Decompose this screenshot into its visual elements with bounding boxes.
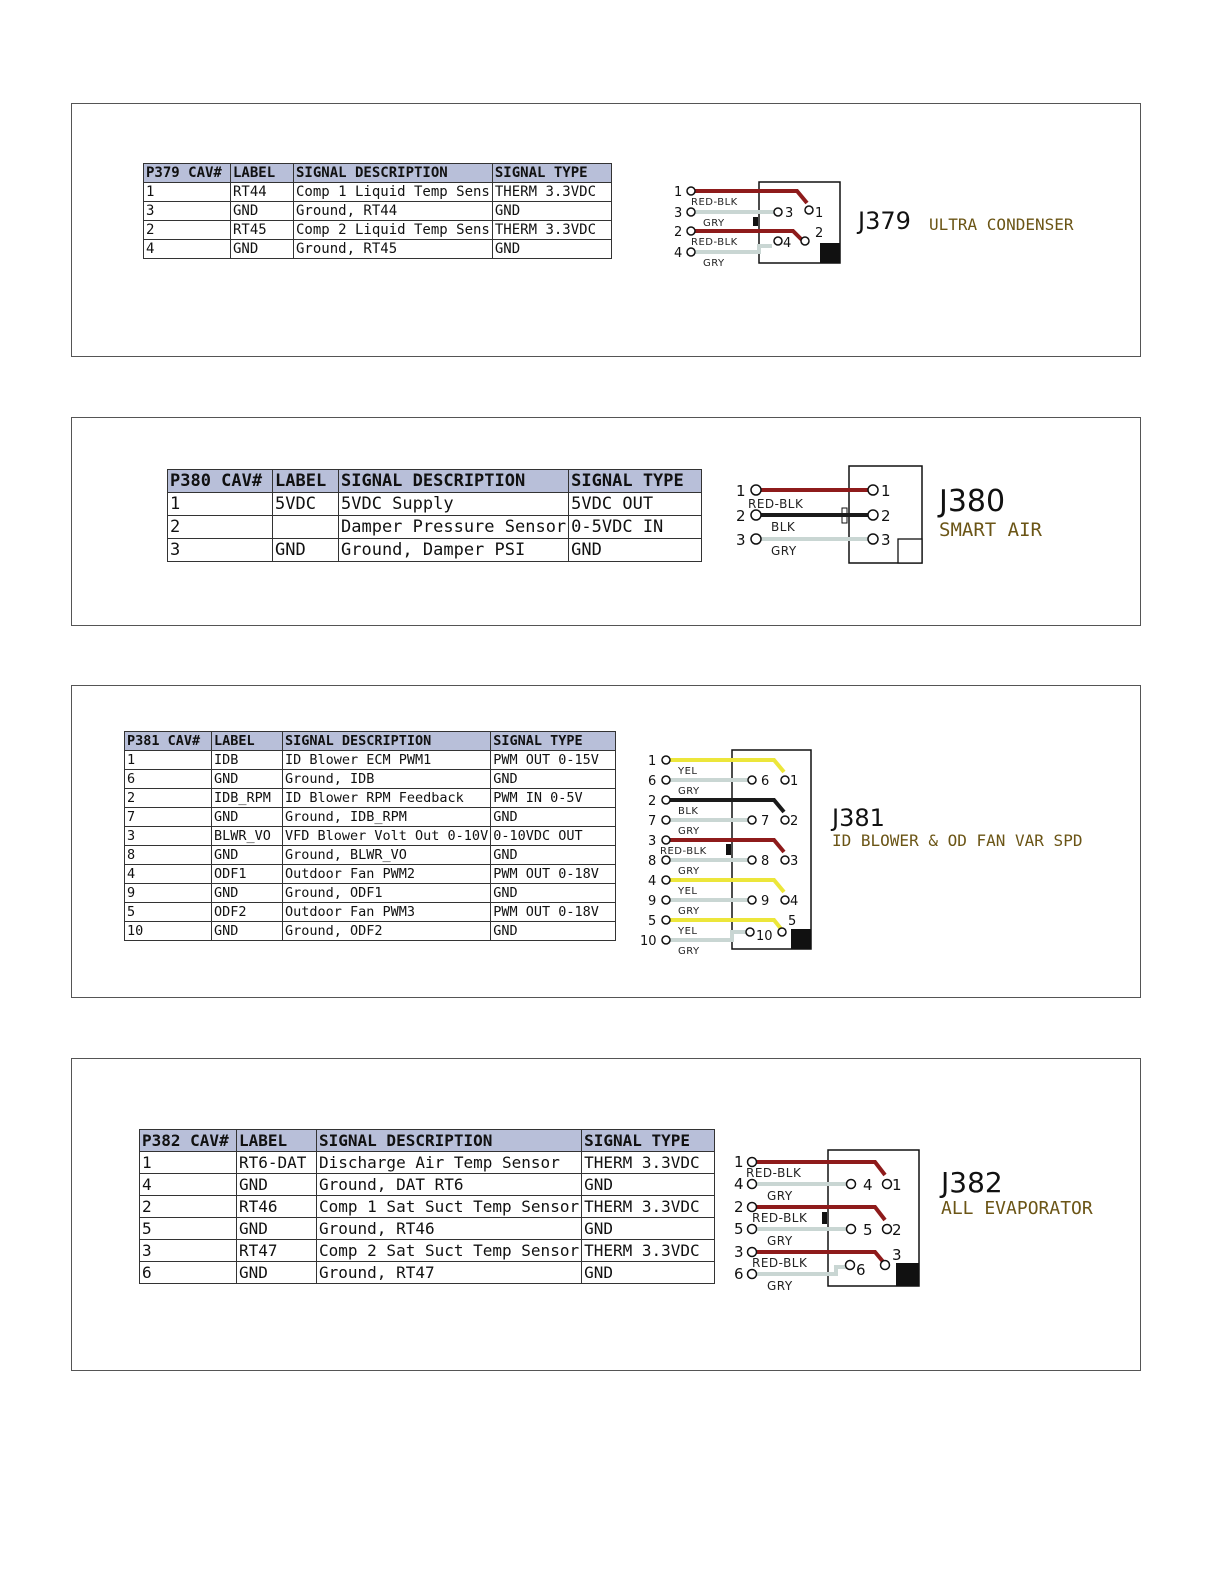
jack-name: J380 [939,484,1006,519]
pin-circle [746,928,754,936]
cell-label: IDB_RPM [212,789,283,808]
pin-circle [662,876,670,884]
table-row [168,493,702,516]
jack-description: ALL EVAPORATOR [941,1198,1093,1219]
cell-description: Ground, RT45 [294,240,493,259]
wire-label: GRY [703,218,725,229]
pin-circle [748,896,756,904]
jack-description: ULTRA CONDENSER [929,215,1074,234]
table-row [140,1174,715,1196]
pin-circle [687,248,695,256]
pin-circle [774,208,782,216]
header-label: LABEL [273,470,339,493]
cell-cav: 1 [125,751,212,770]
pin-circle [687,208,695,216]
header-signal-description: SIGNAL DESCRIPTION [317,1130,582,1152]
header-signal-type: SIGNAL TYPE [569,470,702,493]
pin-circle [687,227,695,235]
cell-cav: 8 [125,846,212,865]
inner-pin-number: 8 [761,854,770,869]
cell-label: BLWR_VO [212,827,283,846]
pin-circle [868,534,878,544]
inner-pin-number: 1 [881,482,891,500]
wire-label: GRY [771,544,797,558]
pin-circle [662,896,670,904]
connector-panel-j381 [71,685,1141,998]
cell-label: RT46 [237,1196,317,1218]
pin-circle [662,756,670,764]
cell-description: Outdoor Fan PWM3 [283,903,491,922]
inner-pin-number: 5 [788,914,797,929]
cell-cav: 2 [140,1196,237,1218]
wire-label: GRY [767,1189,793,1203]
left-pin-number: 4 [674,246,683,261]
wire-label: GRY [678,826,700,837]
cell-type: GND [582,1262,715,1284]
cell-label: 5VDC [273,493,339,516]
cell-description: Ground, ODF2 [283,922,491,941]
pin-circle [847,1225,856,1234]
cell-description: ID Blower RPM Feedback [283,789,491,808]
cell-type: PWM OUT 0-15V [491,751,616,770]
pin-circle [881,1261,890,1270]
pin-circle [805,206,813,214]
header-signal-description: SIGNAL DESCRIPTION [294,164,493,183]
table-row [144,221,612,240]
cell-type: THERM 3.3VDC [582,1152,715,1174]
header-signal-type: SIGNAL TYPE [582,1130,715,1152]
left-pin-number: 3 [674,206,683,221]
jack-name: J379 [858,207,911,235]
cell-label: GND [231,240,294,259]
header-label: LABEL [212,732,283,751]
pin-circle [801,237,809,245]
left-pin-number: 4 [648,874,657,889]
cell-cav: 3 [140,1240,237,1262]
connector-panel-j380 [71,417,1141,626]
pin-circle [662,836,670,844]
key-block [791,929,811,949]
pin-circle [662,776,670,784]
cell-label: GND [212,846,283,865]
latch-mark [822,1212,827,1224]
inner-pin-number: 2 [815,226,824,241]
cell-cav: 1 [140,1152,237,1174]
wire-label: GRY [678,866,700,877]
left-pin-number: 6 [734,1265,744,1283]
cell-description: ID Blower ECM PWM1 [283,751,491,770]
cell-cav: 4 [144,240,231,259]
cell-label [273,516,339,539]
table-row [168,516,702,539]
table-row [125,827,616,846]
latch-mark [726,844,731,855]
table-header-row [140,1130,715,1152]
pin-circle [868,485,878,495]
table-row [125,865,616,884]
wire-label: RED-BLK [752,1211,808,1225]
left-pin-number: 6 [648,774,657,789]
cell-label: IDB [212,751,283,770]
inner-pin-number: 9 [761,894,770,909]
pin-circle [748,856,756,864]
table-row [125,770,616,789]
inner-pin-number: 3 [790,854,799,869]
wire-label: RED-BLK [748,497,804,511]
wire-label: BLK [771,520,796,534]
table-row [140,1152,715,1174]
cell-label: GND [237,1174,317,1196]
cell-cav: 9 [125,884,212,903]
left-pin-number: 1 [648,754,657,769]
cell-label: GND [212,884,283,903]
cell-cav: 5 [125,903,212,922]
header-cav: P381 CAV# [125,732,212,751]
left-pin-number: 5 [734,1220,744,1238]
left-pin-number: 8 [648,854,657,869]
inner-pin-number: 1 [790,774,799,789]
cell-cav: 2 [168,516,273,539]
table-row [125,922,616,941]
cell-description: Comp 2 Liquid Temp Sens [294,221,493,240]
cell-type: THERM 3.3VDC [582,1240,715,1262]
inner-pin-number: 5 [863,1221,873,1239]
wire-label: GRY [678,906,700,917]
cell-description: Ground, IDB_RPM [283,808,491,827]
cell-label: GND [273,539,339,562]
wire-label: GRY [767,1279,793,1293]
pin-circle [751,510,761,520]
cell-label: RT45 [231,221,294,240]
table-row [140,1262,715,1284]
pin-circle [781,896,789,904]
table-row [125,789,616,808]
pin-circle [687,187,695,195]
cell-type: THERM 3.3VDC [492,221,611,240]
cell-type: 0-5VDC IN [569,516,702,539]
jack-description: ID BLOWER & OD FAN VAR SPD [832,831,1083,850]
cell-description: Damper Pressure Sensor [339,516,569,539]
wire-label: BLK [678,806,699,817]
key-block [896,1263,919,1286]
wiring-diagram-j379 [667,176,847,276]
left-pin-number: 2 [736,507,746,525]
wire-label: RED-BLK [691,197,738,208]
inner-pin-number: 7 [761,814,770,829]
cell-cav: 1 [144,183,231,202]
left-pin-number: 7 [648,814,657,829]
wire-label: GRY [678,786,700,797]
inner-pin-number: 1 [892,1176,902,1194]
cell-cav: 5 [140,1218,237,1240]
cell-description: 5VDC Supply [339,493,569,516]
cell-cav: 10 [125,922,212,941]
jack-name: J381 [832,804,885,832]
cell-type: GND [491,884,616,903]
header-signal-description: SIGNAL DESCRIPTION [339,470,569,493]
cell-description: Discharge Air Temp Sensor [317,1152,582,1174]
inner-pin-number: 3 [785,206,794,221]
cell-type: GND [491,770,616,789]
left-pin-number: 1 [734,1153,744,1171]
table-row [125,751,616,770]
pin-circle [847,1180,856,1189]
left-pin-number: 2 [648,794,657,809]
jack-description: SMART AIR [939,519,1042,541]
pin-circle [868,510,878,520]
pin-circle [748,1270,757,1279]
cell-description: Ground, Damper PSI [339,539,569,562]
wire-label: GRY [767,1234,793,1248]
wire-label: RED-BLK [752,1256,808,1270]
wire-label: YEL [678,926,698,937]
table-row [140,1196,715,1218]
cell-type: GND [582,1174,715,1196]
table-row [144,202,612,221]
wire-label: RED-BLK [746,1166,802,1180]
left-pin-number: 4 [734,1175,744,1193]
cell-description: Outdoor Fan PWM2 [283,865,491,884]
cell-type: THERM 3.3VDC [492,183,611,202]
pin-circle [748,1180,757,1189]
pin-circle [846,1261,855,1270]
left-pin-number: 3 [736,531,746,549]
header-signal-type: SIGNAL TYPE [492,164,611,183]
cell-type: 0-10VDC OUT [491,827,616,846]
header-cav: P379 CAV# [144,164,231,183]
cell-cav: 3 [125,827,212,846]
inner-pin-number: 2 [790,814,799,829]
cell-description: Ground, IDB [283,770,491,789]
cell-label: GND [212,770,283,789]
wire-label: RED-BLK [660,846,707,857]
pin-circle [662,916,670,924]
cell-type: GND [491,808,616,827]
table-header-row [144,164,612,183]
cell-description: Ground, ODF1 [283,884,491,903]
cell-cav: 2 [125,789,212,808]
inner-pin-number: 3 [892,1246,902,1264]
cell-type: PWM IN 0-5V [491,789,616,808]
pin-circle [748,776,756,784]
cell-type: PWM OUT 0-18V [491,903,616,922]
connector-panel-j382 [71,1058,1141,1371]
key-block [820,243,840,263]
pin-circle [778,928,786,936]
left-pin-number: 1 [674,185,683,200]
table-row [125,903,616,922]
left-pin-number: 10 [640,934,657,949]
cell-cav: 2 [144,221,231,240]
wiring-diagram-j380 [734,464,934,568]
inner-pin-number: 1 [815,206,824,221]
pin-circle [781,776,789,784]
cell-cav: 1 [168,493,273,516]
inner-pin-number: 6 [856,1261,866,1279]
table-header-row [125,732,616,751]
table-row [144,183,612,202]
wiring-diagram-j381 [640,748,828,958]
wire-label: YEL [678,886,698,897]
cell-type: PWM OUT 0-18V [491,865,616,884]
cell-type: GND [582,1218,715,1240]
header-signal-type: SIGNAL TYPE [491,732,616,751]
inner-pin-number: 4 [790,894,799,909]
inner-pin-number: 4 [783,236,792,251]
pin-circle [662,936,670,944]
table-row [144,240,612,259]
header-signal-description: SIGNAL DESCRIPTION [283,732,491,751]
inner-pin-number: 3 [881,531,891,549]
pin-circle [748,816,756,824]
cell-type: GND [492,202,611,221]
cell-label: GND [237,1218,317,1240]
cell-description: Comp 2 Sat Suct Temp Sensor [317,1240,582,1262]
table-row [125,884,616,903]
wire-label: RED-BLK [691,237,738,248]
pin-circle [662,856,670,864]
left-pin-number: 2 [674,225,683,240]
pin-circle [774,237,782,245]
cell-cav: 3 [144,202,231,221]
cell-label: RT44 [231,183,294,202]
cell-description: Ground, RT47 [317,1262,582,1284]
pin-circle [751,485,761,495]
cell-label: ODF2 [212,903,283,922]
cell-description: VFD Blower Volt Out 0-10V [283,827,491,846]
wire-label: GRY [703,258,725,269]
cell-cav: 4 [140,1174,237,1196]
table-row [125,808,616,827]
cell-label: RT47 [237,1240,317,1262]
cell-description: Comp 1 Liquid Temp Sens [294,183,493,202]
cell-cav: 7 [125,808,212,827]
pinout-table-p380 [167,469,702,562]
pin-circle [781,816,789,824]
pin-circle [883,1180,892,1189]
inner-pin-number: 10 [756,929,773,944]
latch-mark [753,217,758,226]
inner-pin-number: 2 [881,507,891,525]
pinout-table-p379 [143,163,612,259]
cell-type: GND [492,240,611,259]
pinout-table-p382 [139,1129,715,1284]
pin-circle [751,534,761,544]
header-cav: P382 CAV# [140,1130,237,1152]
wire-label: GRY [678,946,700,957]
table-row [140,1240,715,1262]
key-block [898,539,922,563]
inner-pin-number: 6 [761,774,770,789]
cell-label: GND [212,922,283,941]
cell-type: GND [491,846,616,865]
pin-circle [883,1225,892,1234]
left-pin-number: 9 [648,894,657,909]
cell-cav: 4 [125,865,212,884]
cell-label: GND [231,202,294,221]
pin-circle [662,796,670,804]
inner-pin-number: 4 [863,1176,873,1194]
header-label: LABEL [237,1130,317,1152]
cell-description: Ground, RT46 [317,1218,582,1240]
pin-circle [662,816,670,824]
inner-pin-number: 2 [892,1221,902,1239]
pin-circle [781,856,789,864]
cell-cav: 6 [140,1262,237,1284]
left-pin-number: 2 [734,1198,744,1216]
pinout-table-p381 [124,731,616,941]
cell-label: ODF1 [212,865,283,884]
left-pin-number: 3 [734,1243,744,1261]
wire-label: YEL [678,766,698,777]
cell-label: GND [237,1262,317,1284]
table-header-row [168,470,702,493]
cell-label: GND [212,808,283,827]
cell-type: THERM 3.3VDC [582,1196,715,1218]
wiring-diagram-j382 [732,1147,932,1297]
cell-description: Ground, RT44 [294,202,493,221]
left-pin-number: 1 [736,482,746,500]
cell-type: 5VDC OUT [569,493,702,516]
connector-panel-j379 [71,103,1141,357]
cell-description: Ground, BLWR_VO [283,846,491,865]
header-cav: P380 CAV# [168,470,273,493]
cell-label: RT6-DAT [237,1152,317,1174]
pin-circle [748,1225,757,1234]
cell-type: GND [491,922,616,941]
cell-cav: 6 [125,770,212,789]
table-row [140,1218,715,1240]
header-label: LABEL [231,164,294,183]
table-row [168,539,702,562]
cell-description: Comp 1 Sat Suct Temp Sensor [317,1196,582,1218]
cell-type: GND [569,539,702,562]
cell-cav: 3 [168,539,273,562]
left-pin-number: 5 [648,914,657,929]
cell-description: Ground, DAT RT6 [317,1174,582,1196]
left-pin-number: 3 [648,834,657,849]
table-row [125,846,616,865]
jack-name: J382 [941,1166,1003,1199]
